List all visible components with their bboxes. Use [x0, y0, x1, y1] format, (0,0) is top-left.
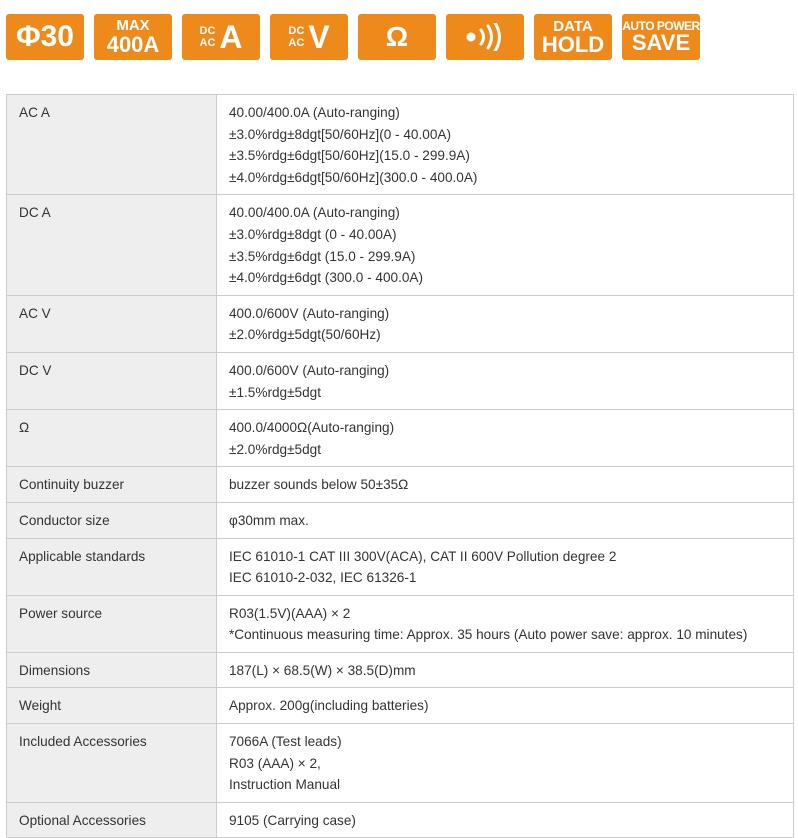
spec-value-line: 40.00/400.0A (Auto-ranging)	[229, 105, 400, 120]
spec-value-line: Approx. 200g(including batteries)	[229, 698, 429, 714]
specifications-table	[6, 94, 794, 838]
spec-label: DC V	[7, 352, 217, 409]
spec-label: Dimensions	[7, 652, 217, 688]
spec-row	[7, 467, 794, 503]
ac-label: AC	[288, 37, 305, 49]
spec-value-line: φ30mm max.	[229, 512, 309, 528]
spec-value-line: IEC 61010-2-032, IEC 61326-1	[229, 570, 417, 586]
spec-label: Power source	[7, 595, 217, 652]
data-hold-badge	[534, 14, 612, 60]
dc-label: DC	[288, 25, 305, 37]
sound-waves-icon	[463, 23, 507, 51]
spec-value	[217, 688, 794, 724]
spec-value-line: ±3.5%rdg±6dgt[50/60Hz](15.0 - 299.9A)	[229, 148, 470, 164]
spec-value-line: ±2.0%rdg±5dgt(50/60Hz)	[229, 327, 381, 343]
spec-row	[7, 352, 794, 409]
spec-row	[7, 652, 794, 688]
max-current-badge	[94, 14, 172, 60]
spec-value-line: R03(1.5V)(AAA) × 2	[229, 605, 351, 621]
spec-label: Applicable standards	[7, 538, 217, 595]
conductor-size-badge	[6, 14, 84, 60]
spec-row	[7, 410, 794, 467]
volt-unit: V	[308, 19, 330, 55]
spec-value	[217, 95, 794, 195]
spec-row	[7, 295, 794, 352]
ac-label: AC	[199, 37, 216, 49]
auto-power-label: AUTO POWER	[622, 19, 700, 33]
spec-label: Included Accessories	[7, 724, 217, 803]
spec-row	[7, 688, 794, 724]
spec-label: Ω	[7, 410, 217, 467]
spec-value	[217, 410, 794, 467]
spec-value-line: 187(L) × 68.5(W) × 38.5(D)mm	[229, 662, 416, 678]
save-label: SAVE	[631, 30, 691, 55]
resistance-badge	[358, 14, 436, 60]
spec-label: Continuity buzzer	[7, 467, 217, 503]
spec-row	[7, 724, 794, 803]
spec-value-line: 400.0/4000Ω(Auto-ranging)	[229, 420, 395, 436]
dcac-voltage-badge	[270, 14, 348, 60]
spec-value-line: ±1.5%rdg±5dgt	[229, 384, 322, 400]
dc-label: DC	[199, 25, 216, 37]
conductor-size-value: 30	[40, 20, 74, 53]
spec-value-line: 400.0/600V (Auto-ranging)	[229, 305, 390, 321]
spec-value	[217, 502, 794, 538]
spec-value-line: ±2.0%rdg±5dgt	[229, 441, 322, 457]
spec-value	[217, 724, 794, 803]
spec-row	[7, 502, 794, 538]
spec-value-line: ±3.0%rdg±8dgt[50/60Hz](0 - 40.00A)	[229, 126, 451, 142]
hold-label: HOLD	[541, 31, 605, 57]
spec-value-line: *Continuous measuring time: Approx. 35 hours (Auto power save: approx. 10 minutes)	[229, 627, 748, 643]
spec-value-line: 400.0/600V (Auto-ranging)	[229, 362, 390, 378]
max-label: MAX	[116, 17, 150, 34]
spec-row	[7, 95, 794, 195]
spec-value	[217, 295, 794, 352]
spec-value-line: R03 (AAA) × 2,	[229, 755, 321, 771]
spec-value	[217, 595, 794, 652]
spec-label: AC V	[7, 295, 217, 352]
ohm-symbol: Ω	[385, 21, 409, 52]
spec-value-line: ±3.0%rdg±8dgt (0 - 40.00A)	[229, 226, 397, 242]
spec-value	[217, 652, 794, 688]
dcac-current-badge	[182, 14, 260, 60]
spec-row	[7, 195, 794, 295]
spec-value	[217, 467, 794, 503]
ampere-unit: A	[219, 19, 243, 55]
data-label: DATA	[553, 17, 593, 35]
spec-value	[217, 195, 794, 295]
spec-value-line: 7066A (Test leads)	[229, 734, 342, 750]
spec-label: Optional Accessories	[7, 802, 217, 838]
specifications-body	[7, 95, 794, 838]
spec-value-line: IEC 61010-1 CAT III 300V(ACA), CAT II 600V Pollution degree 2	[229, 548, 617, 564]
spec-value-line: ±4.0%rdg±6dgt (300.0 - 400.0A)	[229, 270, 424, 286]
spec-label: AC A	[7, 95, 217, 195]
spec-label: Weight	[7, 688, 217, 724]
spec-row	[7, 538, 794, 595]
auto-power-save-badge	[622, 14, 700, 60]
spec-value-line: 9105 (Carrying case)	[229, 812, 356, 828]
spec-value	[217, 352, 794, 409]
spec-label: DC A	[7, 195, 217, 295]
spec-value	[217, 802, 794, 838]
continuity-buzzer-badge	[446, 14, 524, 60]
spec-row	[7, 595, 794, 652]
max-value: 400A	[106, 32, 160, 57]
spec-value-line: ±3.5%rdg±6dgt (15.0 - 299.9A)	[229, 248, 416, 264]
feature-badges	[6, 14, 700, 60]
spec-value-line: Instruction Manual	[229, 777, 341, 793]
spec-value-line: 40.00/400.0A (Auto-ranging)	[229, 205, 400, 221]
dcac-stack	[288, 25, 304, 49]
spec-row	[7, 802, 794, 838]
spec-value-line: buzzer sounds below 50±35Ω	[229, 477, 409, 493]
spec-value-line: ±4.0%rdg±6dgt[50/60Hz](300.0 - 400.0A)	[229, 169, 478, 185]
spec-label: Conductor size	[7, 502, 217, 538]
dcac-stack	[200, 25, 216, 49]
phi-symbol: Φ	[16, 20, 41, 53]
spec-value	[217, 538, 794, 595]
